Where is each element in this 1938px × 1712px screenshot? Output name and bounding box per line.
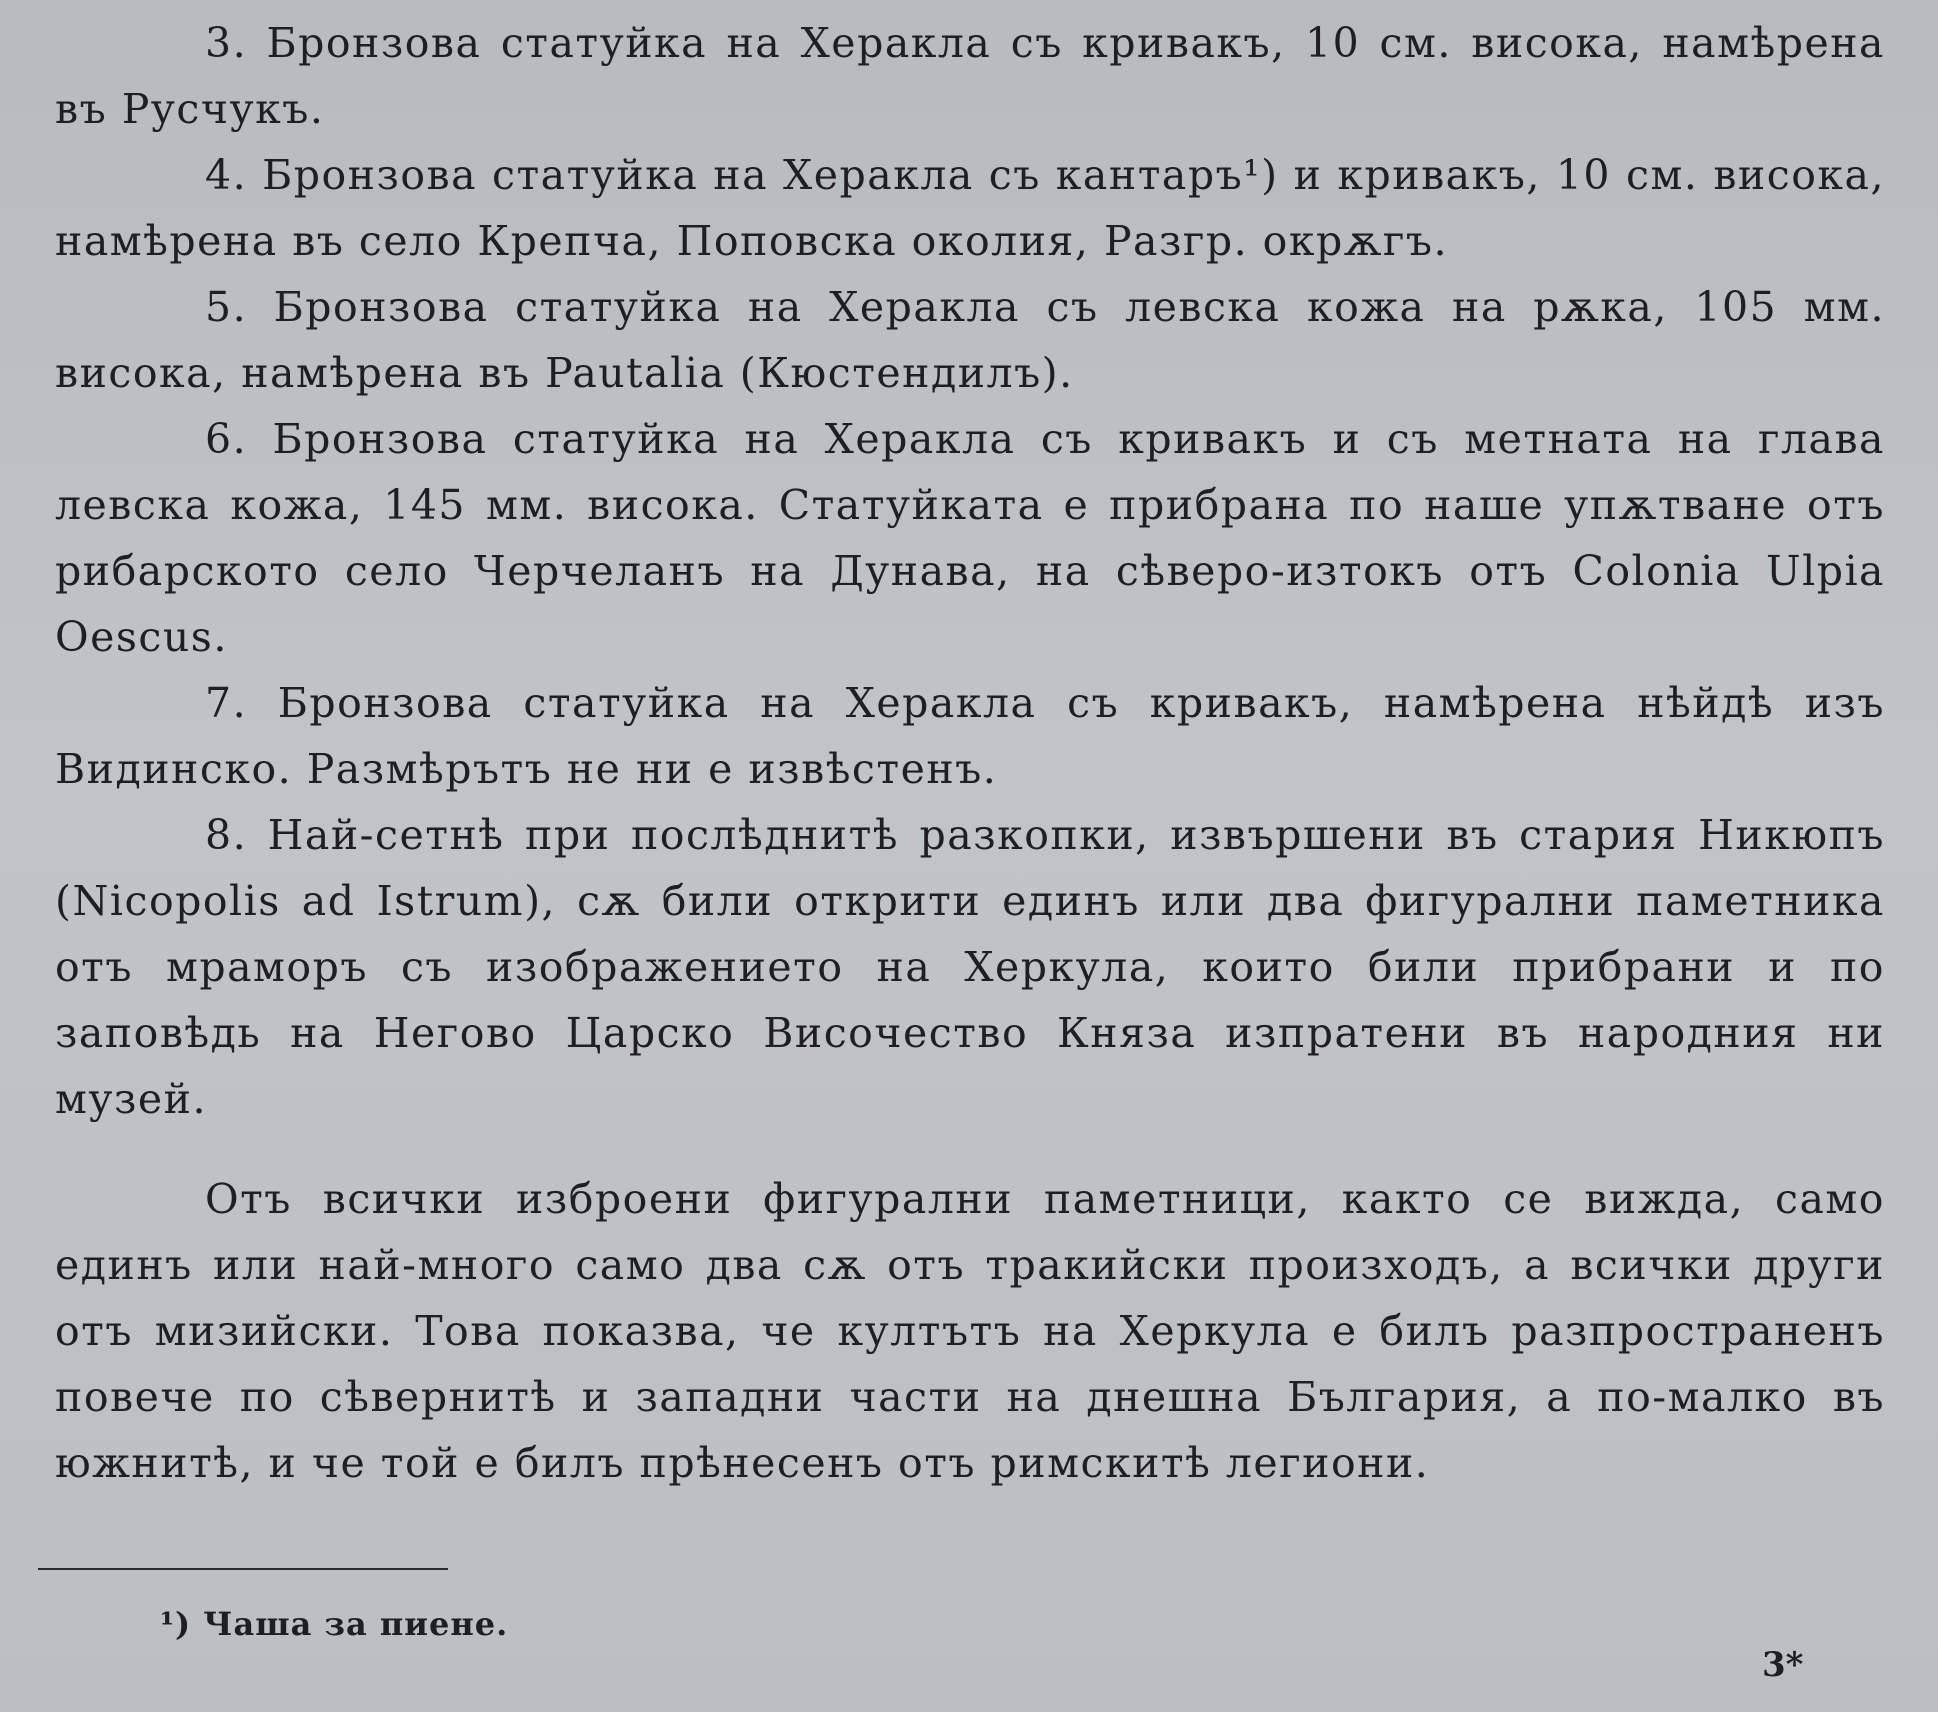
entry-3: 3. Бронзова статуйка на Херакла съ кривакъ, 10 см. висока, намѣрена въ Русчукъ. xyxy=(55,19,1885,133)
footnote-divider xyxy=(38,1568,448,1570)
entry-7: 7. Бронзова статуйка на Херакла съ кривакъ, намѣрена нѣйдѣ изъ Видинско. Размѣрътъ не ни е извѣстенъ. xyxy=(55,679,1885,793)
entry-8: 8. Най-сетнѣ при послѣднитѣ разкопки, извършени въ стария Никюпъ (Nicopolis ad Istrum), сѫ били открити единъ или два фигурални паметника отъ мраморъ съ изображението на Херкула, които били прибрани и по заповѣдь на Негово Царско Височество Княза изпратени въ народния ни музей. xyxy=(55,811,1885,1123)
paragraph-gap xyxy=(55,1132,1885,1166)
entry-6: 6. Бронзова статуйка на Херакла съ кривакъ и съ метната на глава левска кожа, 145 мм. висока. Статуйката е прибрана по наше упѫтване отъ рибарското село Черчеланъ на Дунава, на сѣверо-изтокъ отъ Colonia Ulpia Oescus. xyxy=(55,415,1885,661)
entry-4: 4. Бронзова статуйка на Херакла съ кантаръ¹) и кривакъ, 10 см. висока, намѣрена въ село Крепча, Поповска околия, Разгр. окрѫгъ. xyxy=(55,151,1885,265)
body-text xyxy=(55,10,1885,1496)
entry-5: 5. Бронзова статуйка на Херакла съ левска кожа на рѫка, 105 мм. висока, намѣрена въ Pautalia (Кюстендилъ). xyxy=(55,283,1885,397)
conclusion-paragraph: Отъ всички изброени фигурални паметници, както се вижда, само единъ или най-много само два сѫ отъ тракийски произходъ, а всички други отъ мизийски. Това показва, че култътъ на Херкула е билъ разпространенъ повече по сѣвернитѣ и западни части на днешна България, а по-малко въ южнитѣ, и че той е билъ прѣнесенъ отъ римскитѣ легиони. xyxy=(55,1175,1885,1487)
page-number: 3* xyxy=(1762,1645,1804,1685)
footnote: ¹) Чаша за пиене. xyxy=(160,1605,509,1643)
